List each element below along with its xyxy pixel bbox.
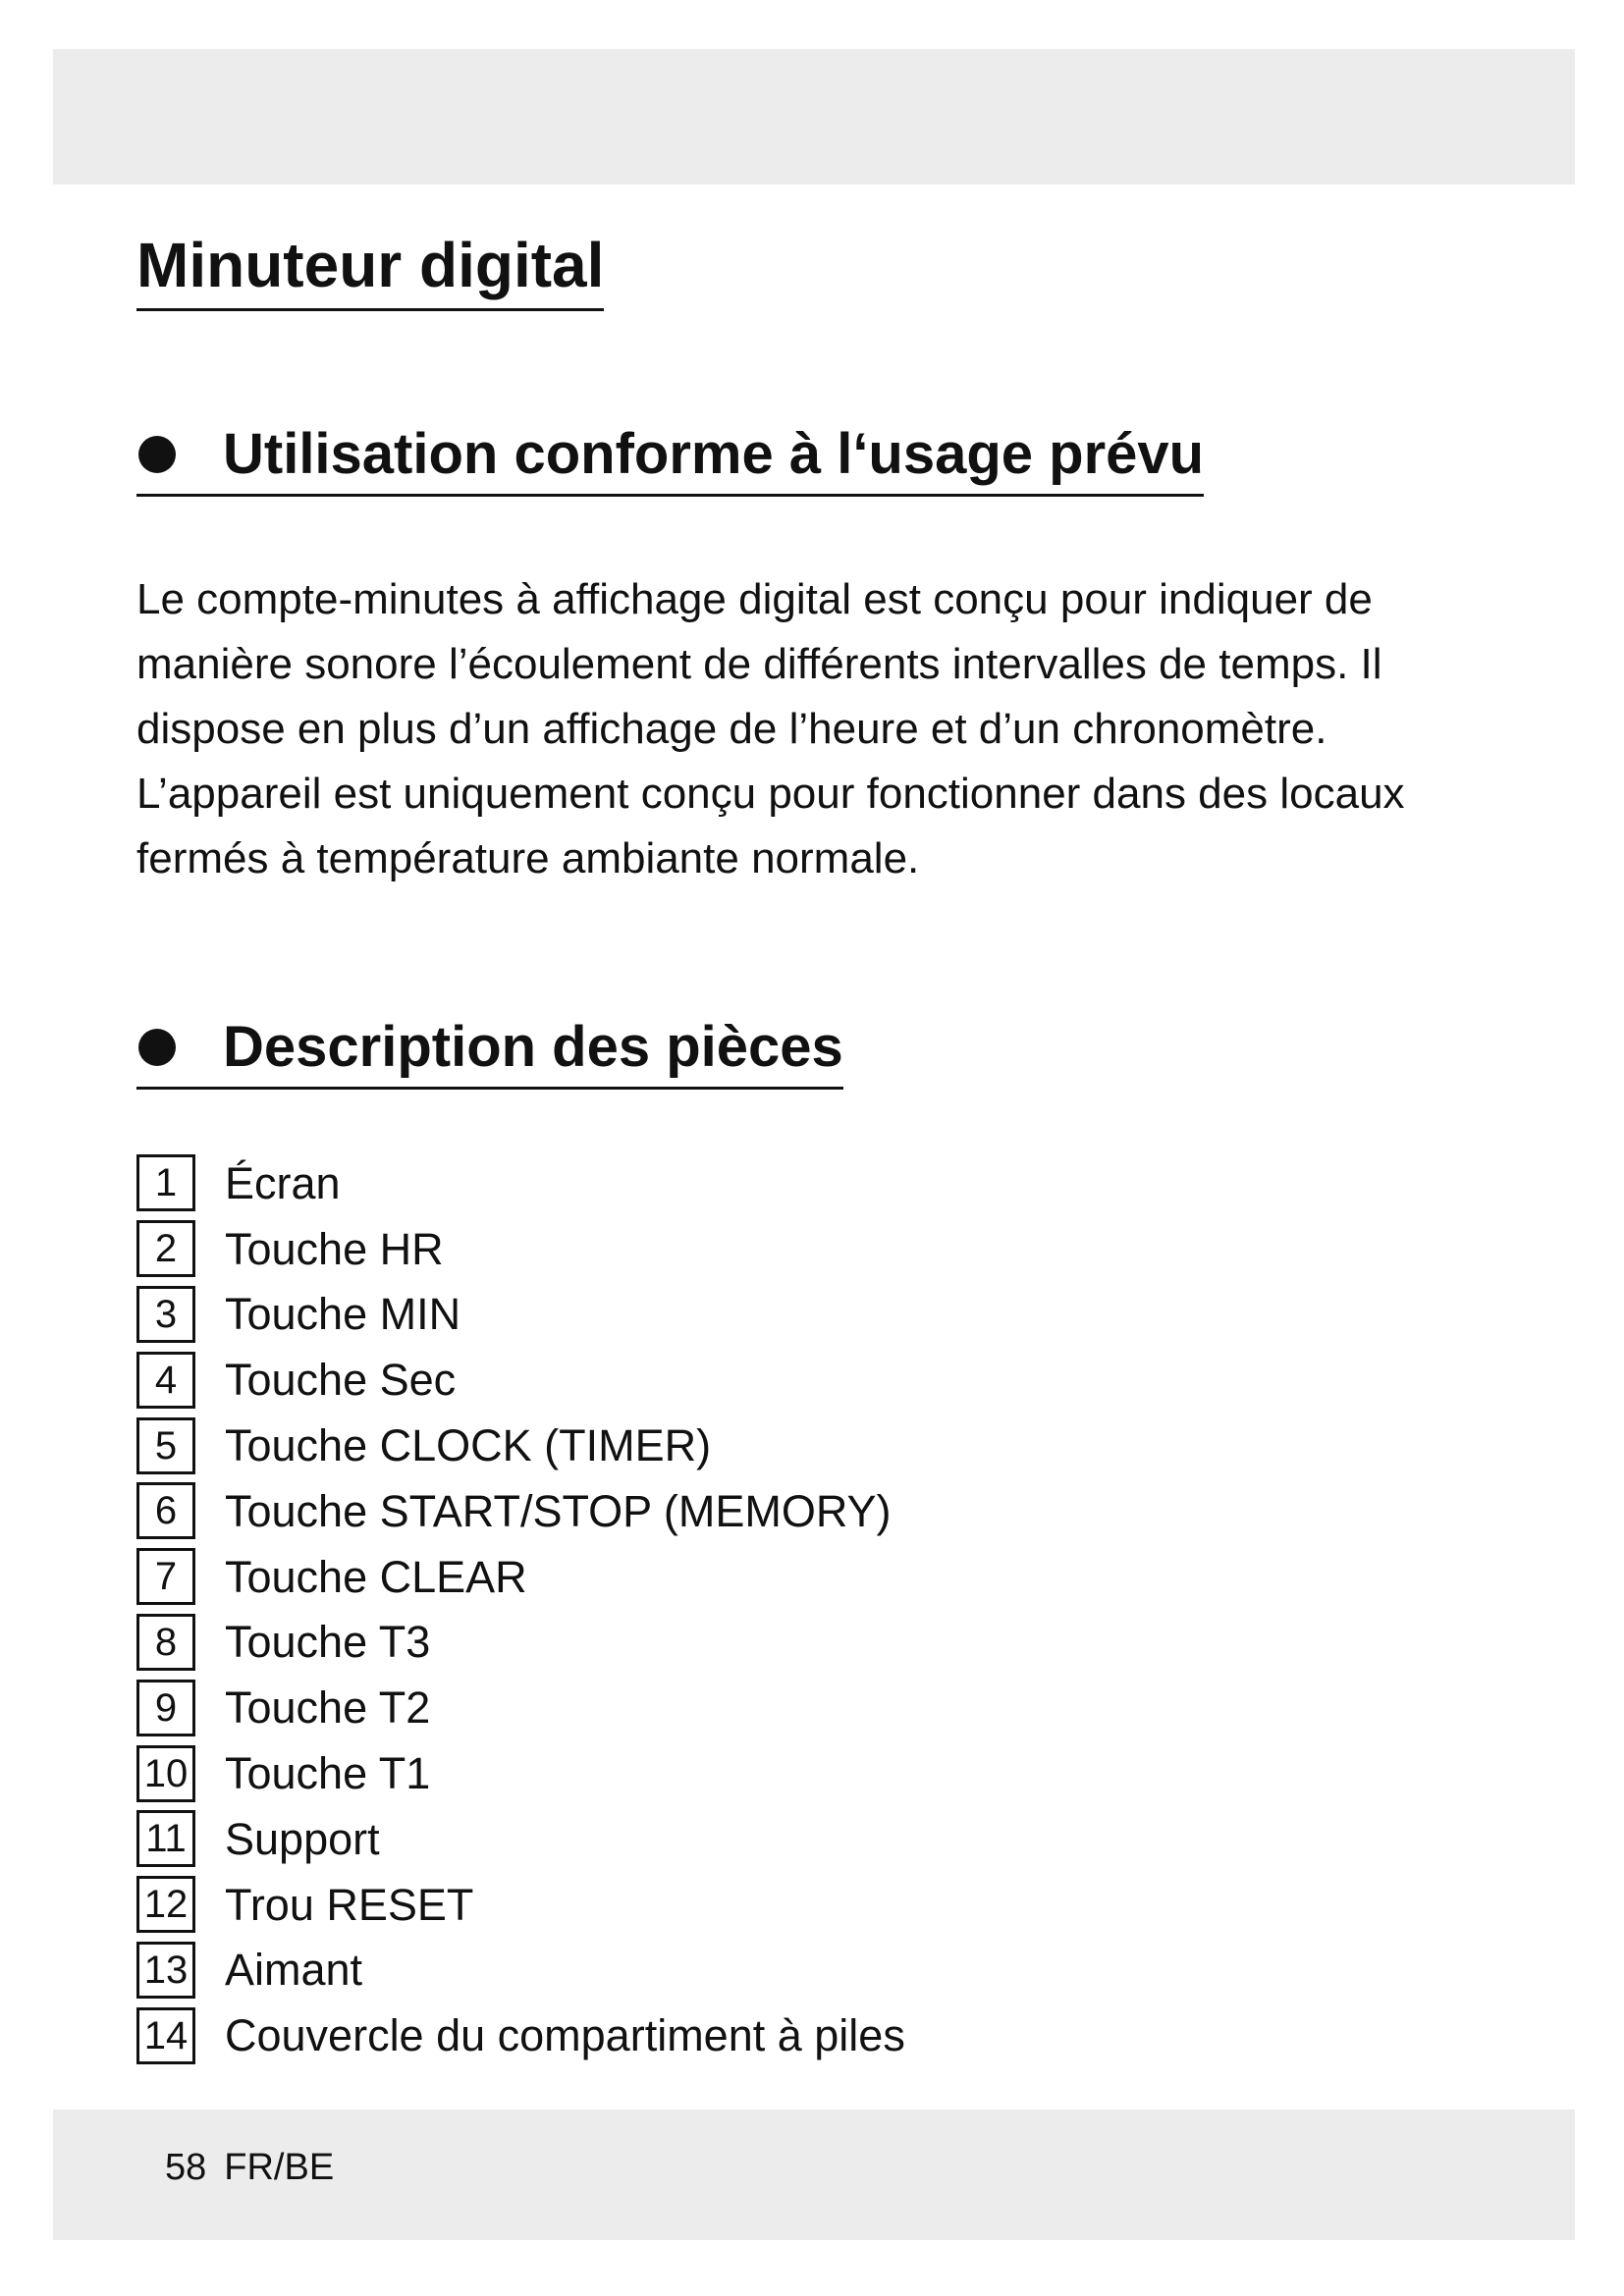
parts-list-item	[136, 1150, 905, 1216]
parts-list-item	[136, 1740, 905, 1806]
part-label: Couvercle du compartiment à piles	[225, 2010, 905, 2061]
page-number: 58	[165, 2147, 207, 2188]
page-footer	[165, 2144, 334, 2191]
part-number-box: 5	[136, 1417, 195, 1474]
parts-list-item	[136, 1938, 905, 2003]
part-label: Touche START/STOP (MEMORY)	[225, 1485, 892, 1536]
part-number-box: 12	[136, 1876, 195, 1933]
parts-list-item	[136, 1544, 905, 1610]
part-number-box: 2	[136, 1220, 195, 1277]
parts-list	[136, 1150, 905, 2068]
part-number-box: 9	[136, 1680, 195, 1736]
part-number-box: 10	[136, 1745, 195, 1802]
parts-list-item	[136, 1806, 905, 1872]
part-label: Touche CLEAR	[225, 1551, 527, 1602]
part-number-box: 6	[136, 1482, 195, 1539]
part-number-box: 4	[136, 1352, 195, 1409]
part-number-box: 8	[136, 1614, 195, 1671]
parts-list-item	[136, 2002, 905, 2068]
bullet-icon	[138, 1029, 176, 1066]
part-label: Touche Sec	[225, 1355, 457, 1406]
locale-label: FR/BE	[224, 2147, 335, 2188]
part-label: Support	[225, 1813, 380, 1864]
parts-list-item	[136, 1282, 905, 1348]
part-label: Touche MIN	[225, 1289, 461, 1340]
part-label: Aimant	[225, 1945, 363, 1996]
intended-use-paragraph: Le compte-minutes à affichage digital est conçu pour indiquer de manière sonore l’écoulement de différents intervalles de temps. Il dispose en plus d’un affichage de l’heure et d’un chronomètre. L’appareil est uniquement conçu pour fonctionner dans des locaux fermés à température ambiante normale.	[136, 575, 1405, 882]
part-number-box: 13	[136, 1942, 195, 1999]
parts-list-item	[136, 1610, 905, 1676]
part-number-box: 3	[136, 1286, 195, 1343]
part-number-box: 7	[136, 1548, 195, 1605]
parts-list-item	[136, 1216, 905, 1282]
part-label: Touche CLOCK (TIMER)	[225, 1420, 712, 1471]
section-heading-intended-use	[136, 419, 1204, 497]
parts-list-item	[136, 1675, 905, 1740]
part-label: Touche T3	[225, 1617, 431, 1668]
parts-list-item	[136, 1347, 905, 1413]
section-heading-text: Utilisation conforme à l‘usage prévu	[223, 422, 1205, 486]
header-band	[53, 49, 1575, 185]
parts-list-item	[136, 1872, 905, 1938]
parts-list-item	[136, 1478, 905, 1544]
part-number-box: 1	[136, 1154, 195, 1211]
parts-list-item	[136, 1413, 905, 1478]
part-number-box: 14	[136, 2007, 195, 2064]
part-label: Trou RESET	[225, 1879, 474, 1930]
part-label: Écran	[225, 1157, 341, 1208]
bullet-icon	[138, 436, 176, 473]
part-label: Touche T2	[225, 1682, 431, 1734]
document-title: Minuteur digital	[136, 228, 604, 311]
section-heading-parts-description	[136, 1012, 843, 1090]
part-number-box: 11	[136, 1810, 195, 1867]
part-label: Touche HR	[225, 1223, 444, 1274]
part-label: Touche T1	[225, 1748, 431, 1799]
section-heading-text: Description des pièces	[223, 1015, 843, 1079]
